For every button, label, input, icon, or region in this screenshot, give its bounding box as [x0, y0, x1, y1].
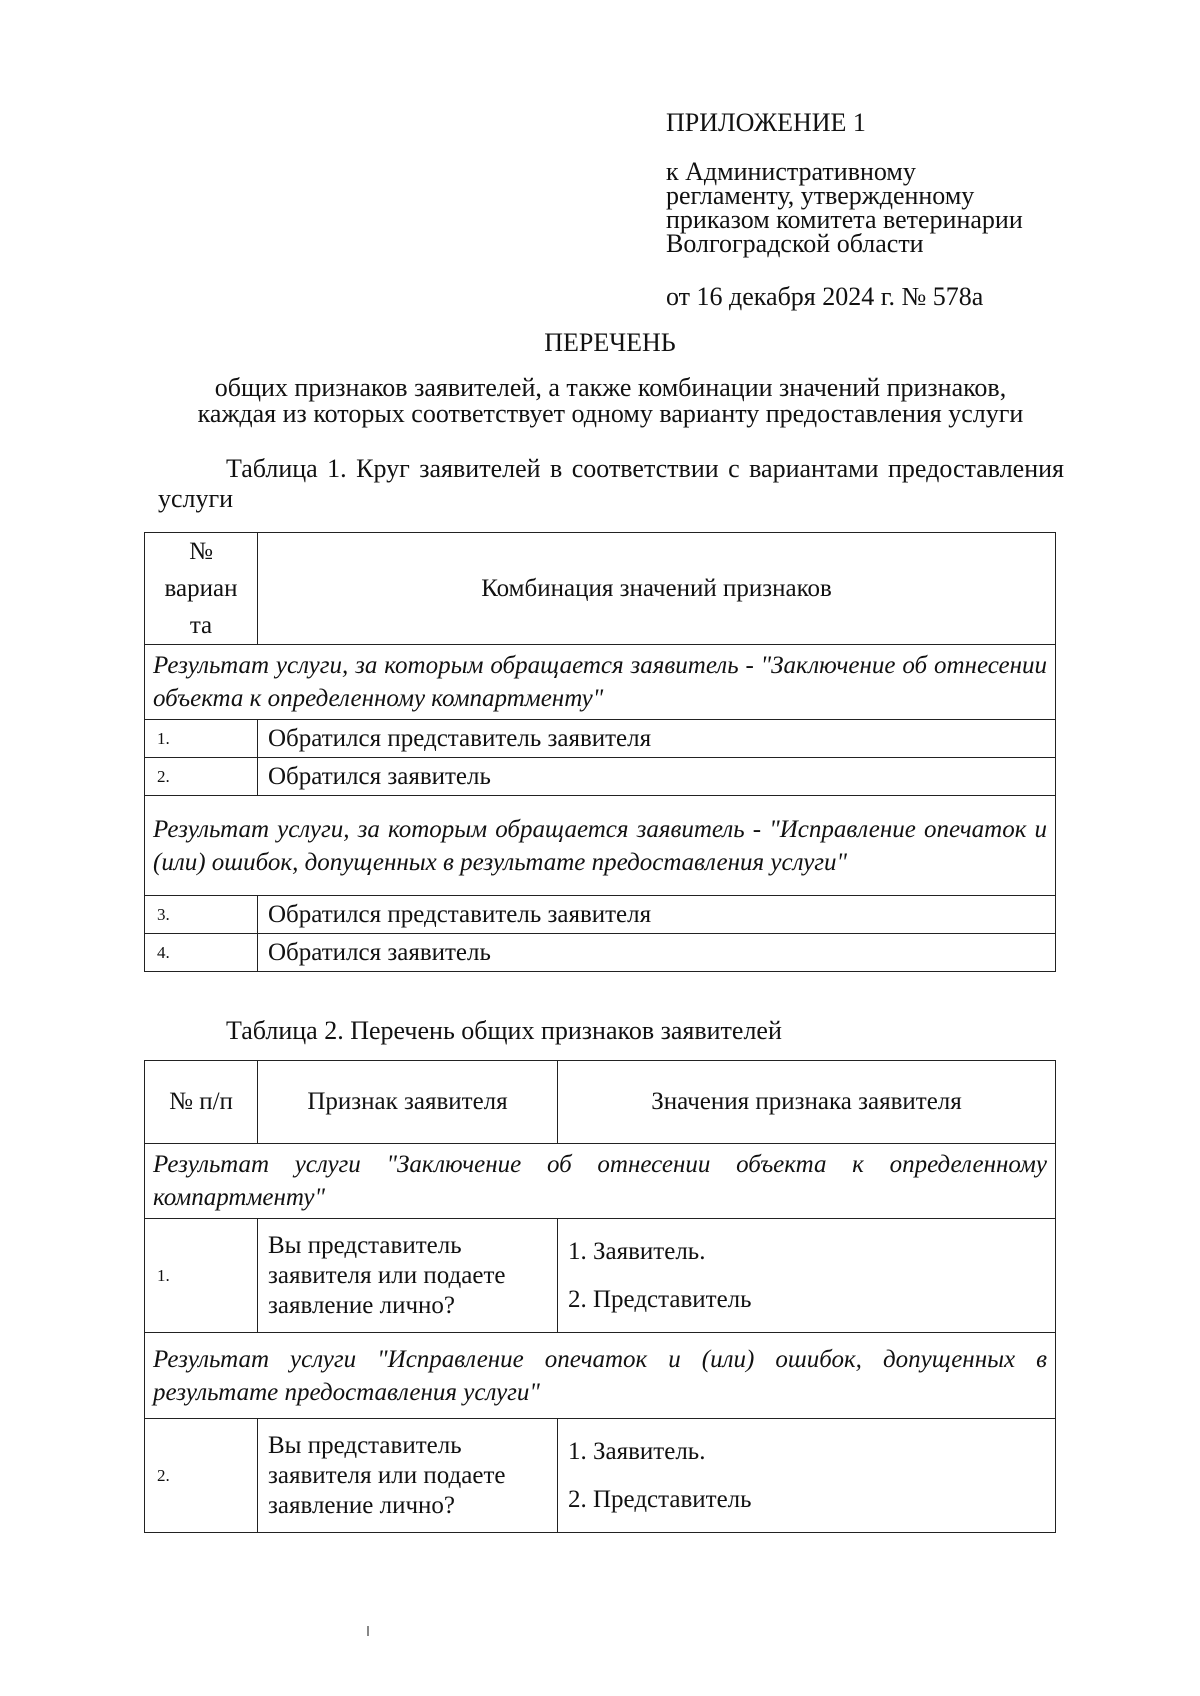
document-title: ПЕРЕЧЕНЬ [544, 328, 676, 357]
appendix-title: ПРИЛОЖЕНИЕ 1 [666, 108, 866, 137]
subtitle-line: каждая из которых соответствует одному варианту предоставления услуги [197, 399, 1024, 428]
scan-mark [367, 1626, 369, 1636]
header-line: вариан [164, 575, 238, 602]
row-number: 2. [145, 1419, 258, 1533]
attribute-values [558, 1219, 1056, 1333]
row-text: Обратился представитель заявителя [258, 720, 1056, 758]
header-line: та [189, 612, 213, 639]
header-number: № п/п [145, 1061, 258, 1144]
appendix-reference [666, 157, 1023, 258]
row-text: Обратился заявитель [258, 934, 1056, 972]
value-item: 2. Представитель [568, 1485, 752, 1513]
table-row [145, 1419, 1056, 1533]
group-row [145, 645, 1056, 720]
appendix-line: приказом комитета ветеринарии [666, 205, 1023, 234]
question-line: заявление лично? [268, 1291, 456, 1319]
applicant-variants-table [144, 532, 1056, 972]
value-item: 1. Заявитель. [568, 1437, 706, 1465]
table-row [145, 720, 1056, 758]
question-line: заявление лично? [268, 1491, 456, 1519]
group-title: Результат услуги, за которым обращается заявитель - "Заключение об отнесении объекта к определенному компартменту" [145, 645, 1056, 720]
row-number: 2. [145, 758, 258, 796]
row-number: 3. [145, 896, 258, 934]
question-line: заявителя или подаете [268, 1261, 506, 1289]
header-values: Значения признака заявителя [558, 1061, 1056, 1144]
table1-caption: Таблица 1. Круг заявителей в соответствии с вариантами предоставления услуги [158, 454, 1064, 513]
row-number: 4. [145, 934, 258, 972]
row-text: Обратился заявитель [258, 758, 1056, 796]
appendix-line: Волгоградской области [666, 229, 924, 258]
question-line: Вы представитель [268, 1231, 462, 1259]
appendix-date: от 16 декабря 2024 г. № 578а [666, 282, 984, 311]
table-row [145, 1219, 1056, 1333]
subtitle-line: общих признаков заявителей, а также комбинации значений признаков, [214, 373, 1007, 402]
group-title: Результат услуги, за которым обращается заявитель - "Исправление опечаток и (или) ошибок, допущенных в результате предоставления услуги" [145, 796, 1056, 896]
row-text: Обратился представитель заявителя [258, 896, 1056, 934]
group-row [145, 1144, 1056, 1219]
row-number: 1. [145, 720, 258, 758]
table-row [145, 934, 1056, 972]
table-header-row [145, 1061, 1056, 1144]
attribute-question [258, 1219, 558, 1333]
group-row [145, 796, 1056, 896]
question-line: заявителя или подаете [268, 1461, 506, 1489]
group-title: Результат услуги "Заключение об отнесении объекта к определенному компартменту" [145, 1144, 1056, 1219]
appendix-line: к Административному [666, 157, 916, 186]
attribute-question [258, 1419, 558, 1533]
attribute-values [558, 1419, 1056, 1533]
header-line: № [189, 538, 213, 565]
group-row [145, 1333, 1056, 1419]
table-row [145, 896, 1056, 934]
document-subtitle [158, 375, 1063, 427]
header-combination: Комбинация значений признаков [258, 533, 1056, 645]
value-item: 1. Заявитель. [568, 1237, 706, 1265]
table-header-row [145, 533, 1056, 645]
group-title: Результат услуги "Исправление опечаток и (или) ошибок, допущенных в результате предоставления услуги" [145, 1333, 1056, 1419]
appendix-line: регламенту, утвержденному [666, 181, 975, 210]
question-line: Вы представитель [268, 1431, 462, 1459]
table2-caption: Таблица 2. Перечень общих признаков заявителей [226, 1016, 782, 1045]
value-item: 2. Представитель [568, 1285, 752, 1313]
header-attribute: Признак заявителя [258, 1061, 558, 1144]
header-variant-number [145, 533, 258, 645]
applicant-attributes-table [144, 1060, 1056, 1533]
table-row [145, 758, 1056, 796]
row-number: 1. [145, 1219, 258, 1333]
